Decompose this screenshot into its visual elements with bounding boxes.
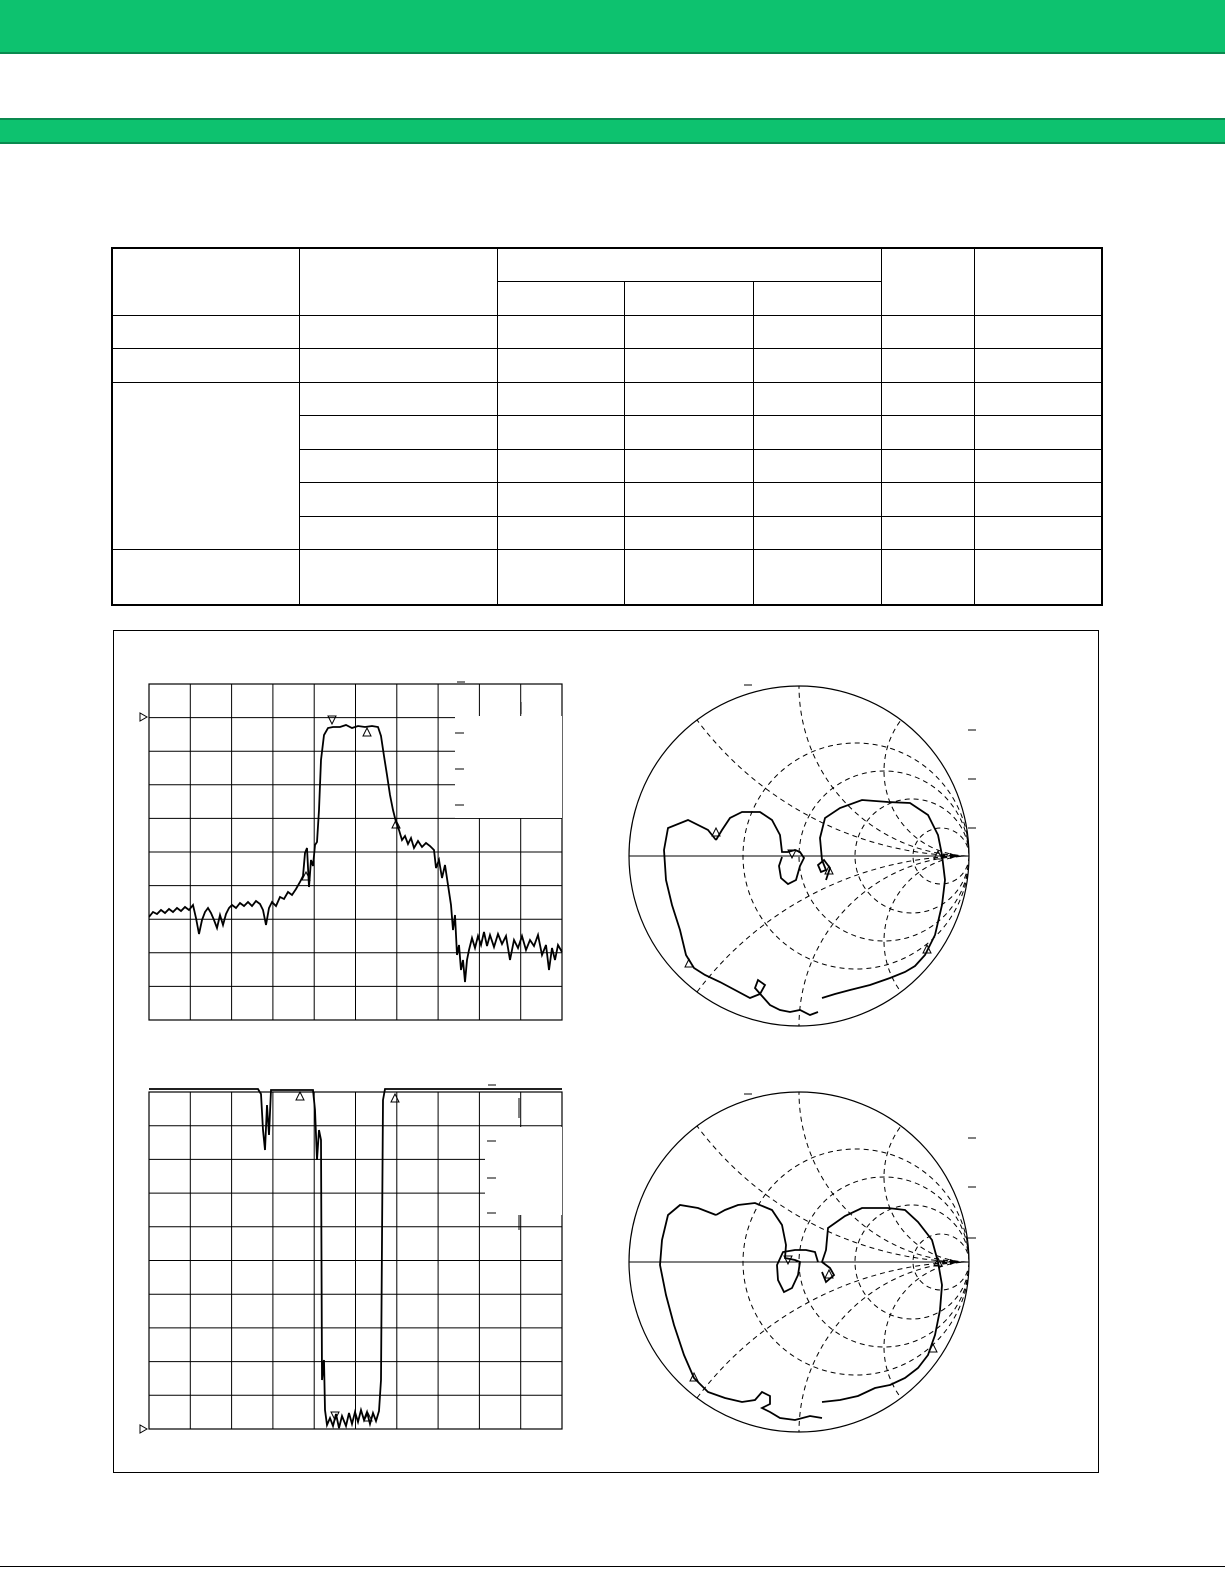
marker-triangle-up: [391, 1094, 399, 1102]
reflection-chart: [140, 1085, 562, 1433]
reflection-legend-box: [485, 1127, 562, 1215]
transmission-markers: [302, 716, 400, 880]
transmission-legend-box: [455, 716, 562, 818]
reference-level-marker: [140, 713, 147, 721]
smith-chart-lower: [629, 582, 1225, 1585]
smith-axis-arrow: [950, 853, 958, 859]
smith-markers: [685, 828, 942, 967]
smith-grid-dashed: [629, 582, 1225, 1585]
reference-level-marker: [140, 1425, 147, 1433]
footer-rule: [0, 1566, 1225, 1567]
smith-trace: [660, 1203, 942, 1420]
smith-chart-upper: [629, 176, 1225, 1536]
marker-triangle-up: [363, 728, 371, 736]
smith-legend-marks: [744, 1094, 976, 1238]
smith-axis-arrow: [950, 1259, 958, 1265]
marker-triangle-up: [296, 1092, 304, 1100]
transmission-chart: [140, 682, 562, 1020]
